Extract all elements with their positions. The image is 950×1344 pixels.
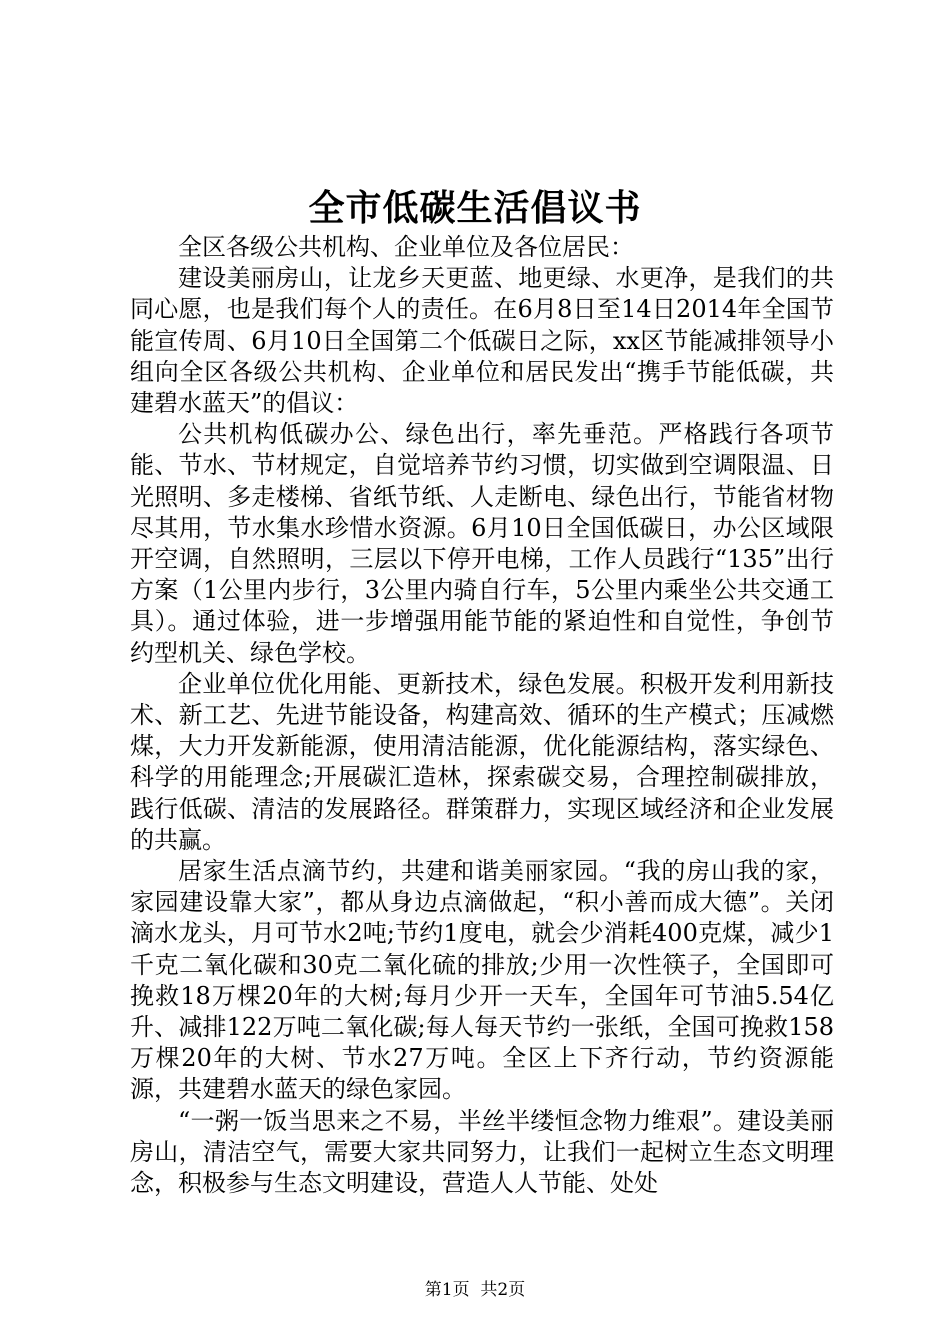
document-title: 全市低碳生活倡议书: [308, 187, 642, 229]
household-paragraph: 居家生活点滴节约，共建和谐美丽家园。“我的房山我的家，家园建设靠大家”，都从身边点滴做起，“积小善而成大德”。关闭滴水龙头，月可节水2吨;节约1度电，就会少消耗400克煤，减少1千克二氧化碳和30克二氧化硫的排放;少用一次性筷子，全国即可挽救18万棵20年的大树;每月少开一天车，全国年可节油5.54亿升、减排122万吨二氧化碳;每人每天节约一张纸，全国可挽救158万棵20年的大树、节水27万吨。全区上下齐行动，节约资源能源，共建碧水蓝天的绿色家园。: [130, 857, 834, 1104]
closing-paragraph: “一粥一饭当思来之不易，半丝半缕恒念物力维艰”。建设美丽房山，清洁空气，需要大家共同努力，让我们一起树立生态文明理念，积极参与生态文明建设，营造人人节能、处处: [130, 1106, 834, 1198]
salutation-paragraph: 全区各级公共机构、企业单位及各位居民：: [178, 233, 634, 261]
document-body: [130, 232, 834, 1199]
page-number-current: 第1页: [424, 1280, 470, 1300]
page-footer: [0, 1278, 950, 1302]
enterprises-paragraph: 企业单位优化用能、更新技术，绿色发展。积极开发利用新技术、新工艺、先进节能设备，构建高效、循环的生产模式；压减燃煤，大力开发新能源，使用清洁能源，优化能源结构，落实绿色、科学的用能理念;开展碳汇造林，探索碳交易，合理控制碳排放，践行低碳、清洁的发展路径。群策群力，实现区域经济和企业发展的共赢。: [130, 669, 834, 854]
intro-paragraph: 建设美丽房山，让龙乡天更蓝、地更绿、水更净，是我们的共同心愿，也是我们每个人的责任。在6月8日至14日2014年全国节能宣传周、6月10日全国第二个低碳日之际，xx区节能减排领导小组向全区各级公共机构、企业单位和居民发出“携手节能低碳，共建碧水蓝天”的倡议：: [130, 264, 834, 418]
page-number-total: 共2页: [480, 1280, 526, 1300]
public-institutions-paragraph: 公共机构低碳办公、绿色出行，率先垂范。严格践行各项节能、节水、节材规定，自觉培养节约习惯，切实做到空调限温、日光照明、多走楼梯、省纸节纸、人走断电、绿色出行，节能省材物尽其用，节水集水珍惜水资源。6月10日全国低碳日，办公区域限开空调，自然照明，三层以下停开电梯，工作人员践行“135”出行方案（1公里内步行，3公里内骑自行车，5公里内乘坐公共交通工具）。通过体验，进一步增强用能节能的紧迫性和自觉性，争创节约型机关、绿色学校。: [130, 420, 834, 667]
